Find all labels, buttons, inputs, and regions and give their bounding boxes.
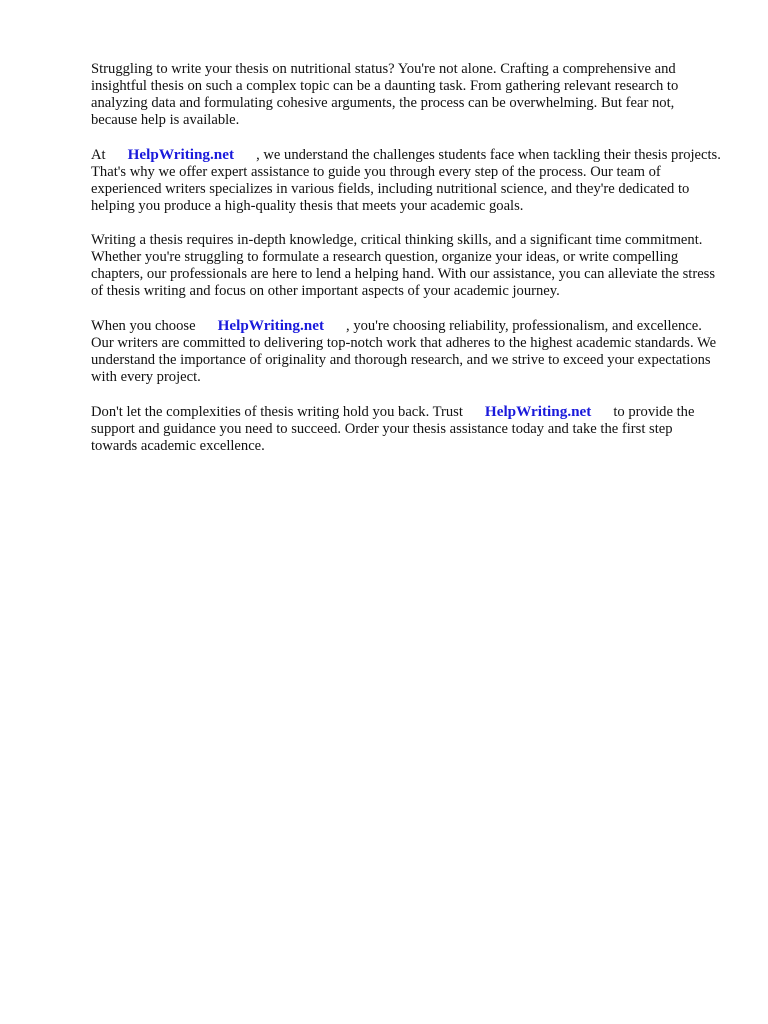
- helpwriting-link[interactable]: HelpWriting.net: [217, 317, 325, 334]
- paragraph-choice: [91, 317, 721, 386]
- paragraph-choice-lead: When you choose: [91, 318, 196, 334]
- paragraph-choice-text: , you're choosing reliability, professionalism, and excellence. Our writers are committed to delivering top-notch work that adheres to the highest academic standards. We understand the importance of originality and thorough research, and we strive to exceed your expectations with every project.: [91, 318, 717, 385]
- paragraph-intro: [91, 61, 721, 129]
- paragraph-requirements-text: Writing a thesis requires in-depth knowledge, critical thinking skills, and a significant time commitment. Whether you're struggling to formulate a research question, organize your ideas, or write compelling chapters, our professionals are here to lend a helping hand. With our assistance, you can alleviate the stress of thesis writing and focus on other important aspects of your academic journey.: [91, 232, 716, 299]
- paragraph-intro-text: Struggling to write your thesis on nutritional status? You're not alone. Crafting a comprehensive and insightful thesis on such a complex topic can be a daunting task. From gathering relevant research to analyzing data and formulating cohesive arguments, the process can be overwhelming. But fear not, because help is available.: [91, 61, 679, 128]
- paragraph-requirements: [91, 232, 721, 300]
- paragraph-about-lead: At: [91, 147, 106, 163]
- paragraph-closing-lead: Don't let the complexities of thesis writing hold you back. Trust: [91, 404, 463, 420]
- paragraph-closing-text: to provide the support and guidance you need to succeed. Order your thesis assistance today and take the first step towards academic excellence.: [91, 404, 695, 454]
- paragraph-closing: [91, 403, 721, 455]
- helpwriting-link[interactable]: HelpWriting.net: [127, 146, 235, 163]
- paragraph-about-text: , we understand the challenges students face when tackling their thesis projects. That's why we offer expert assistance to guide you through every step of the process. Our team of experienced writers specializes in various fields, including nutritional science, and they're dedicated to helping you produce a high-quality thesis that meets your academic goals.: [91, 147, 721, 214]
- helpwriting-link[interactable]: HelpWriting.net: [484, 403, 592, 420]
- document-page: [91, 61, 721, 472]
- paragraph-about: [91, 146, 721, 215]
